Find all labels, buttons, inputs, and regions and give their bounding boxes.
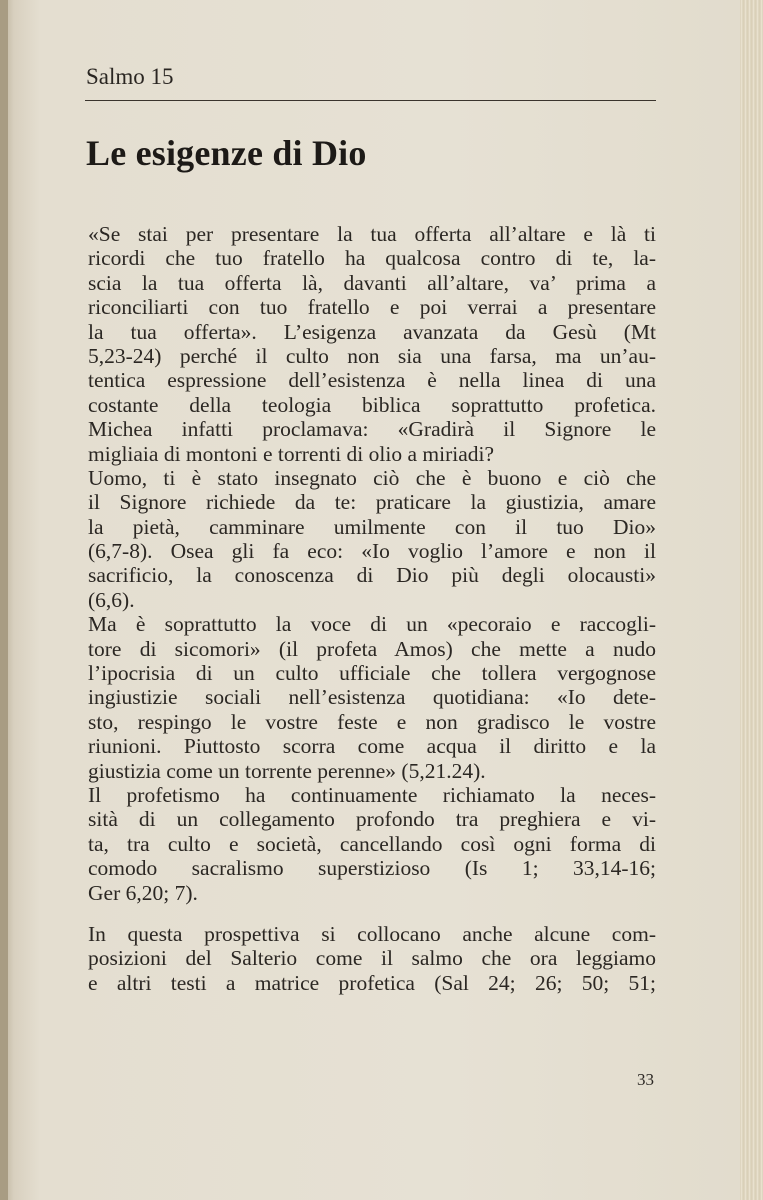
text-line: (6,6).	[88, 587, 135, 612]
text-line: sacrificio, la conoscenza di Dio più degli olocausti»	[88, 563, 656, 588]
text-line: In questa prospettiva si collocano anche alcune com-	[88, 921, 656, 946]
text-line: ta, tra culto e società, cancellando così ogni forma di	[88, 831, 656, 856]
text-line: la tua offerta». L’esigenza avanzata da Gesù (Mt	[88, 319, 656, 344]
text-line: ingiustizie sociali nell’esistenza quotidiana: «Io dete-	[88, 685, 656, 710]
header-rule	[85, 100, 656, 101]
text-line: Michea infatti proclamava: «Gradirà il Signore le	[88, 417, 656, 442]
text-line: costante della teologia biblica soprattutto profetica.	[88, 392, 656, 417]
chapter-title: Le esigenze di Dio	[86, 133, 367, 173]
text-line: e altri testi a matrice profetica (Sal 24; 26; 50; 51;	[88, 970, 656, 995]
paragraph	[88, 222, 656, 612]
paragraph	[88, 783, 656, 905]
text-line: tore di sicomori» (il profeta Amos) che mette a nudo	[88, 636, 656, 661]
text-line: Uomo, ti è stato insegnato ciò che è buono e ciò che	[88, 465, 656, 490]
page-edges	[740, 0, 763, 1200]
running-head: Salmo 15	[86, 64, 174, 89]
text-line: Ger 6,20; 7).	[88, 880, 198, 905]
text-line: Il profetismo ha continuamente richiamato la neces-	[88, 782, 656, 807]
text-line: 5,23-24) perché il culto non sia una farsa, ma un’au-	[88, 343, 656, 368]
text-line: ricordi che tuo fratello ha qualcosa contro di te, la-	[88, 246, 656, 271]
text-line: il Signore richiede da te: praticare la giustizia, amare	[88, 490, 656, 515]
text-line: tentica espressione dell’esistenza è nella linea di una	[88, 368, 656, 393]
text-line: Ma è soprattutto la voce di un «pecoraio e raccogli-	[88, 612, 656, 637]
text-line: sto, respingo le vostre feste e non gradisco le vostre	[88, 709, 656, 734]
paragraph	[88, 922, 656, 995]
text-line: riconciliarti con tuo fratello e poi verrai a presentare	[88, 295, 656, 320]
text-line: l’ipocrisia di un culto ufficiale che tollera vergognose	[88, 661, 656, 686]
text-line: migliaia di montoni e torrenti di olio a miriadi?	[88, 441, 495, 466]
body-text	[88, 222, 656, 995]
page-gutter-shadow	[0, 0, 8, 1200]
text-line: «Se stai per presentare la tua offerta all’altare e là ti	[88, 222, 656, 246]
text-line: riunioni. Piuttosto scorra come acqua il diritto e la	[88, 734, 656, 759]
paragraph	[88, 612, 656, 783]
text-line: la pietà, camminare umilmente con il tuo Dio»	[88, 514, 656, 539]
text-line: scia la tua offerta là, davanti all’altare, va’ prima a	[88, 270, 656, 295]
text-line: giustizia come un torrente perenne» (5,21.24).	[88, 758, 486, 783]
text-line: sità di un collegamento profondo tra preghiera e vi-	[88, 807, 656, 832]
text-line: comodo sacralismo superstizioso (Is 1; 33,14-16;	[88, 856, 656, 881]
text-line: (6,7-8). Osea gli fa eco: «Io voglio l’amore e non il	[88, 539, 656, 564]
text-line: posizioni del Salterio come il salmo che ora leggiamo	[88, 946, 656, 971]
page-number: 33	[637, 1070, 654, 1089]
